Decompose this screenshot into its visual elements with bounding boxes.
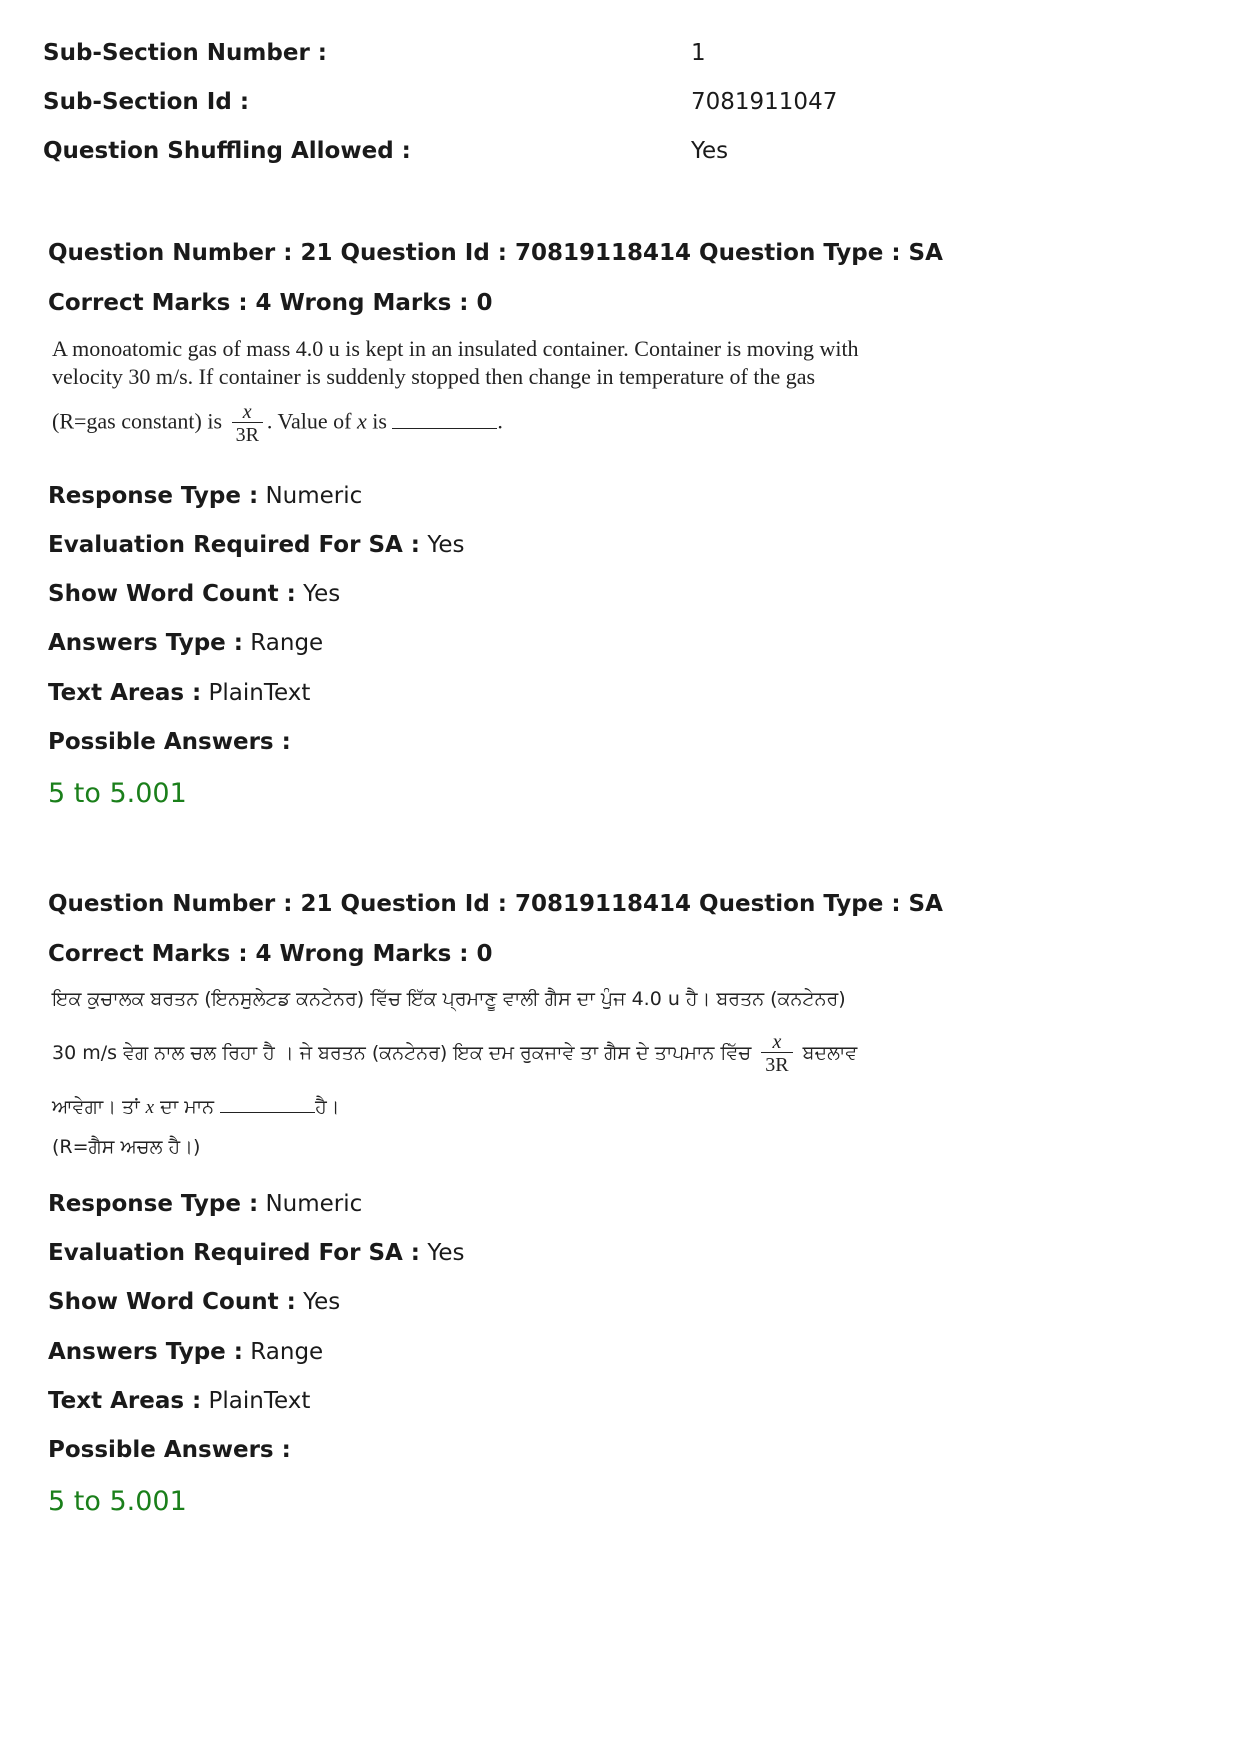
question-marks: Correct Marks : 4 Wrong Marks : 0 bbox=[48, 290, 493, 316]
question-text-line: (R=gas constant) is $\frac{x}{3R}$ . Value of x is . bbox=[52, 401, 503, 446]
answer-blank bbox=[392, 428, 497, 429]
question-text-punjabi bbox=[52, 988, 952, 1168]
subsection-id-label: Sub-Section Id : bbox=[43, 89, 250, 115]
question-text-line: 30 m/s ਵੇਗ ਨਾਲ ਚਲ ਰਿਹਾ ਹੈ । ਜੇ ਬਰਤਨ (ਕਨਟੇਨਰ) ਇਕ ਦਮ ਰੁਕਜਾਵੇ ਤਾ ਗੈਸ ਦੇ ਤਾਪਮਾਨ ਵਿੱਚ $\frac{x}{3R}$ ਬਦਲਾਵ bbox=[52, 1031, 858, 1076]
possible-answers-label: Possible Answers : bbox=[48, 1437, 291, 1463]
show-word-count: Show Word Count : Yes bbox=[48, 1289, 341, 1315]
answer-blank bbox=[220, 1112, 315, 1113]
answers-type: Answers Type : Range bbox=[48, 1339, 324, 1365]
question-header: Question Number : 21 Question Id : 70819118414 Question Type : SA bbox=[48, 240, 943, 266]
possible-answers-value: 5 to 5.001 bbox=[48, 778, 187, 809]
question-text-english bbox=[52, 338, 952, 458]
question-text-line: ਇਕ ਕੁਚਾਲਕ ਬਰਤਨ (ਇਨਸੁਲੇਟਡ ਕਨਟੇਨਰ) ਵਿੱਚ ਇੱਕ ਪ੍ਰਮਾਣੂ ਵਾਲੀ ਗੈਸ ਦਾ ਪੁੰਜ 4.0 u ਹੈ। ਬਰਤਨ (ਕਨਟੇਨਰ) bbox=[52, 988, 846, 1010]
subsection-id-value: 7081911047 bbox=[691, 89, 838, 115]
answers-type: Answers Type : Range bbox=[48, 630, 324, 656]
question-header: Question Number : 21 Question Id : 70819118414 Question Type : SA bbox=[48, 891, 943, 917]
question-shuffling-value: Yes bbox=[691, 138, 729, 164]
text-areas: Text Areas : PlainText bbox=[48, 1388, 311, 1414]
possible-answers-value: 5 to 5.001 bbox=[48, 1486, 187, 1517]
possible-answers-label: Possible Answers : bbox=[48, 729, 291, 755]
fraction: $\frac{x}{3R}$ bbox=[232, 402, 263, 445]
evaluation-required: Evaluation Required For SA : Yes bbox=[48, 1240, 465, 1266]
subsection-number-value: 1 bbox=[691, 40, 706, 66]
question-text-line: ਆਵੇਗਾ। ਤਾਂ x ਦਾ ਮਾਨ ਹੈ। bbox=[52, 1096, 340, 1118]
response-type: Response Type : Numeric bbox=[48, 1191, 363, 1217]
fraction: $\frac{x}{3R}$ bbox=[761, 1032, 792, 1075]
question-marks: Correct Marks : 4 Wrong Marks : 0 bbox=[48, 941, 493, 967]
question-text-line: velocity 30 m/s. If container is suddenly stopped then change in temperature of the gas bbox=[52, 364, 816, 389]
text-areas: Text Areas : PlainText bbox=[48, 680, 311, 706]
show-word-count: Show Word Count : Yes bbox=[48, 581, 341, 607]
question-text-line: (R=ਗੈਸ ਅਚਲ ਹੈ।) bbox=[52, 1136, 201, 1158]
response-type: Response Type : Numeric bbox=[48, 483, 363, 509]
question-shuffling-label: Question Shuffling Allowed : bbox=[43, 138, 411, 164]
evaluation-required: Evaluation Required For SA : Yes bbox=[48, 532, 465, 558]
question-text-line: A monoatomic gas of mass 4.0 u is kept in an insulated container. Container is moving with bbox=[52, 336, 859, 361]
subsection-number-label: Sub-Section Number : bbox=[43, 40, 328, 66]
